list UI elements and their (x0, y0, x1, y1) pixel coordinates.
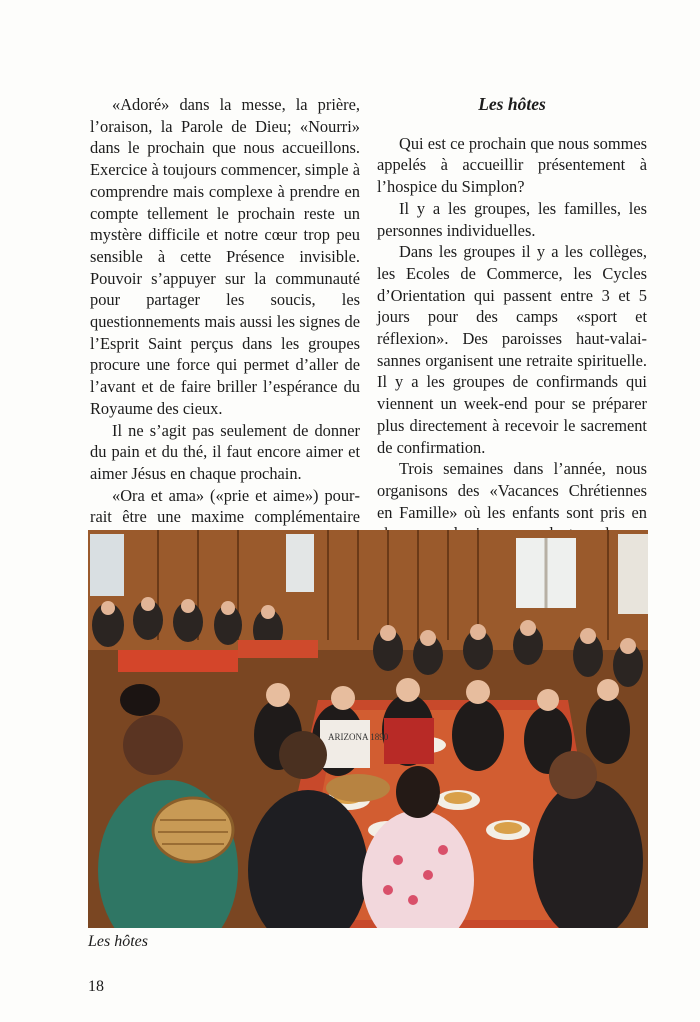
paragraph: Il ne s’agit pas seulement de donner du pain et du thé, il faut encore aimer et aimer Jésus en chaque prochain. (90, 420, 360, 483)
paragraph: Qui est ce prochain que nous sommes appelés à accueillir présentement à l’hospice du Simplon? (377, 133, 647, 197)
paragraph: Il y a les groupes, les familles, les personnes individuelles. (377, 198, 647, 240)
dining-hall-photo (88, 530, 648, 928)
paragraph: «Adoré» dans la messe, la prière, l’oraison, la Parole de Dieu; «Nourri» dans le prochain que nous accueillons. Exercice à toujours commencer, simple à comprendre mais complexe à prendre en compte tellement le prochain reste un mystère difficile et notre cœur trop peu sensible à cette Présence invisible. Pouvoir s’appuyer sur la communauté pour partager les soucis, les questionnements mais aussi les signes de l’Esprit Saint perçus dans les groupes procure une force qui permet d’aller de l’avant et de faire briller l’espérance du Royaume des cieux. (90, 95, 360, 418)
paragraph: «Ora et ama» («prie et aime») pourrait être une maxime complémentaire (90, 485, 360, 527)
shirt-print: ARIZONA 1890 (328, 732, 389, 742)
section-heading: Les hôtes (478, 94, 546, 114)
left-column (90, 94, 360, 550)
right-column (377, 94, 647, 545)
photo-caption: Les hôtes (88, 933, 148, 950)
paragraph: Trois semaines dans l’année, nous organisons des «Vacances Chrétiennes en Famille» où les enfants sont pris en (377, 459, 647, 522)
page-number: 18 (88, 978, 104, 995)
paragraph: Dans les groupes il y a les collèges, les Ecoles de Commerce, les Cycles d’Orientation qui passent entre 3 et 5 jours pour des camps «sport et réflexion». Des paroisses haut-valaisannes organisent une retraite spirituelle. Il y a les groupes de confirmands qui viennent un week-end pour se préparer plus directement à recevoir le sacrement de confirmation. (377, 242, 647, 457)
